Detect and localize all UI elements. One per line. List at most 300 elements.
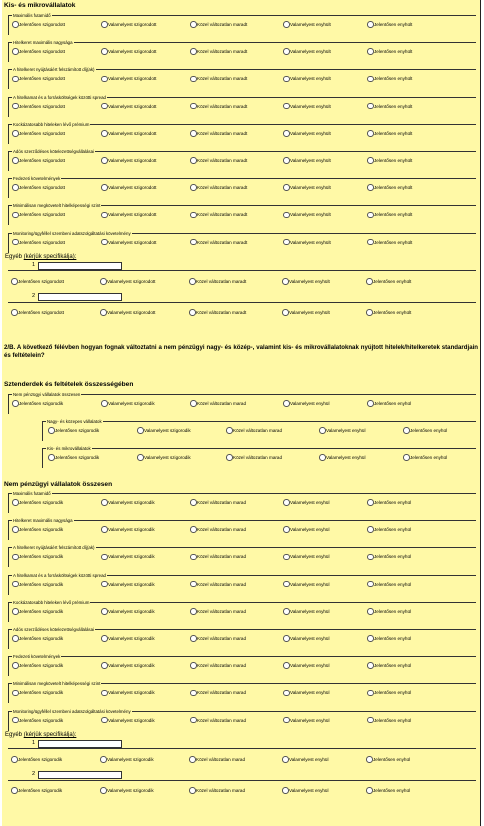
past-item-3-option-2[interactable] bbox=[101, 74, 156, 83]
past-item-3-option-4[interactable] bbox=[283, 74, 331, 83]
future-item-4-option-2[interactable] bbox=[101, 580, 155, 589]
future-other-1-option-2[interactable] bbox=[100, 755, 154, 764]
radio-circle-icon[interactable] bbox=[11, 787, 18, 794]
option-label: Valamelyest enyhül bbox=[290, 527, 330, 533]
future-other-2-option-4[interactable] bbox=[282, 786, 329, 795]
future-item-1-option-2[interactable] bbox=[101, 498, 155, 507]
past-item-8-option-3[interactable] bbox=[190, 210, 247, 219]
future-other-1-option-1[interactable] bbox=[11, 755, 62, 764]
future-item-1-label: Maximális futamidő bbox=[13, 491, 51, 496]
radio-circle-icon[interactable] bbox=[283, 76, 290, 83]
past-item-8-option-4[interactable] bbox=[283, 210, 331, 219]
future-item-9-option-5[interactable] bbox=[367, 716, 411, 725]
radio-circle-icon[interactable] bbox=[283, 526, 290, 533]
radio-circle-icon[interactable] bbox=[12, 184, 19, 191]
radio-circle-icon[interactable] bbox=[101, 608, 108, 615]
radio-circle-icon[interactable] bbox=[366, 309, 373, 316]
radio-circle-icon[interactable] bbox=[190, 130, 197, 137]
radio-circle-icon[interactable] bbox=[283, 157, 290, 164]
radio-circle-icon[interactable] bbox=[190, 635, 197, 642]
option-label: Valamelyest enyhült bbox=[290, 212, 331, 218]
future-other-row-2 bbox=[8, 786, 476, 795]
past-item-9-option-2[interactable] bbox=[101, 238, 156, 247]
radio-circle-icon[interactable] bbox=[367, 400, 374, 407]
future-other-1-option-4[interactable] bbox=[282, 755, 329, 764]
option-label: Közel változatlan maradt bbox=[197, 212, 248, 218]
radio-circle-icon[interactable] bbox=[12, 103, 19, 110]
future-item-4-option-1[interactable] bbox=[12, 580, 63, 589]
radio-circle-icon[interactable] bbox=[190, 662, 197, 669]
radio-circle-icon[interactable] bbox=[100, 278, 107, 285]
past-item-5-option-4[interactable] bbox=[283, 129, 331, 138]
past-other-number-1: 1 bbox=[32, 261, 36, 268]
option-label: Jelentősen enyhült bbox=[373, 309, 412, 315]
divider bbox=[8, 302, 476, 303]
radio-circle-icon[interactable] bbox=[190, 581, 197, 588]
future-item-3-option-3[interactable] bbox=[190, 552, 246, 561]
past-other-2-option-5[interactable] bbox=[366, 308, 411, 317]
past-item-9-radio-group bbox=[9, 238, 476, 247]
radio-circle-icon[interactable] bbox=[190, 239, 197, 246]
option-label: Közel változatlan maradt bbox=[197, 239, 248, 245]
radio-circle-icon[interactable] bbox=[12, 212, 19, 219]
radio-circle-icon[interactable] bbox=[283, 717, 290, 724]
overall-large-option-3[interactable] bbox=[226, 426, 282, 435]
future-other-row-1 bbox=[8, 755, 476, 764]
radio-circle-icon[interactable] bbox=[283, 21, 290, 28]
future-item-7-label: Fedezeti követelmények bbox=[13, 654, 61, 660]
future-item-1-option-4[interactable] bbox=[283, 498, 330, 507]
radio-circle-icon[interactable] bbox=[137, 427, 144, 434]
future-item-4-option-3[interactable] bbox=[190, 580, 246, 589]
radio-circle-icon[interactable] bbox=[367, 21, 374, 28]
radio-circle-icon[interactable] bbox=[367, 103, 374, 110]
radio-circle-icon[interactable] bbox=[12, 48, 19, 55]
radio-circle-icon[interactable] bbox=[12, 157, 19, 164]
radio-circle-icon[interactable] bbox=[12, 239, 19, 246]
radio-circle-icon[interactable] bbox=[101, 717, 108, 724]
past-item-7-label: Fedezeti követelmények bbox=[13, 176, 61, 182]
past-item-2-option-5[interactable] bbox=[367, 47, 412, 56]
radio-circle-icon[interactable] bbox=[189, 278, 196, 285]
past-item-2-option-4[interactable] bbox=[283, 47, 331, 56]
option-label: Közel változatlan marad bbox=[197, 690, 247, 696]
radio-circle-icon[interactable] bbox=[101, 130, 108, 137]
radio-circle-icon[interactable] bbox=[12, 554, 19, 561]
option-label: Jelentősen szigorodott bbox=[19, 103, 65, 109]
radio-circle-icon[interactable] bbox=[283, 212, 290, 219]
overall-small-option-2[interactable] bbox=[137, 453, 191, 462]
overall-large-option-2[interactable] bbox=[137, 426, 191, 435]
radio-circle-icon[interactable] bbox=[283, 130, 290, 137]
radio-circle-icon[interactable] bbox=[100, 787, 107, 794]
other-label-spec: (kérjük specifikálja): bbox=[23, 731, 77, 738]
radio-circle-icon[interactable] bbox=[189, 756, 196, 763]
past-item-5-option-5[interactable] bbox=[367, 129, 412, 138]
radio-circle-icon[interactable] bbox=[190, 499, 197, 506]
radio-circle-icon[interactable] bbox=[283, 608, 290, 615]
past-item-8-option-1[interactable] bbox=[12, 210, 65, 219]
radio-circle-icon[interactable] bbox=[367, 184, 374, 191]
future-item-9-option-2[interactable] bbox=[101, 716, 155, 725]
radio-circle-icon[interactable] bbox=[12, 76, 19, 83]
future-item-5-option-5[interactable] bbox=[367, 607, 411, 616]
future-item-2-option-1[interactable] bbox=[12, 525, 63, 534]
option-label: Valamelyest szigorodik bbox=[107, 756, 154, 762]
radio-circle-icon[interactable] bbox=[12, 662, 19, 669]
radio-circle-icon[interactable] bbox=[190, 184, 197, 191]
future-item-3-option-2[interactable] bbox=[101, 552, 155, 561]
radio-circle-icon[interactable] bbox=[319, 427, 326, 434]
radio-circle-icon[interactable] bbox=[283, 554, 290, 561]
future-item-6-option-1[interactable] bbox=[12, 634, 63, 643]
future-item-6-option-2[interactable] bbox=[101, 634, 155, 643]
radio-circle-icon[interactable] bbox=[12, 690, 19, 697]
radio-circle-icon[interactable] bbox=[101, 76, 108, 83]
future-other-input-2[interactable] bbox=[38, 771, 122, 779]
radio-circle-icon[interactable] bbox=[190, 554, 197, 561]
past-other-2-option-1[interactable] bbox=[11, 308, 64, 317]
past-item-8-option-2[interactable] bbox=[101, 210, 156, 219]
option-label: Valamelyest szigorodik bbox=[108, 608, 155, 614]
future-item-3-option-5[interactable] bbox=[367, 552, 411, 561]
future-item-9-option-4[interactable] bbox=[283, 716, 330, 725]
radio-circle-icon[interactable] bbox=[190, 400, 197, 407]
radio-circle-icon[interactable] bbox=[12, 499, 19, 506]
overall-large-label: Nagy- és közepes vállalatok bbox=[47, 419, 102, 424]
past-other-2-option-2[interactable] bbox=[100, 308, 155, 317]
radio-circle-icon[interactable] bbox=[101, 526, 108, 533]
option-label: Jelentősen szigorodik bbox=[55, 428, 100, 433]
past-item-2-option-2[interactable] bbox=[101, 47, 156, 56]
future-item-7-option-1[interactable] bbox=[12, 661, 63, 670]
radio-circle-icon[interactable] bbox=[367, 526, 374, 533]
past-item-7-option-2[interactable] bbox=[101, 183, 156, 192]
future-item-2-option-5[interactable] bbox=[367, 525, 411, 534]
past-other-label bbox=[5, 254, 76, 260]
radio-circle-icon[interactable] bbox=[367, 499, 374, 506]
overall-small-option-1[interactable] bbox=[48, 453, 99, 462]
radio-circle-icon[interactable] bbox=[282, 787, 289, 794]
past-item-2-option-3[interactable] bbox=[190, 47, 247, 56]
future-item-2-radio-group bbox=[9, 525, 476, 534]
past-item-6-label: Adós szerződéses kötelezettségvállalásai bbox=[13, 149, 95, 154]
radio-circle-icon[interactable] bbox=[137, 454, 144, 461]
option-label: Valamelyest szigorodik bbox=[108, 636, 155, 641]
radio-circle-icon[interactable] bbox=[367, 662, 374, 669]
radio-circle-icon[interactable] bbox=[366, 787, 373, 794]
past-item-1-option-4[interactable] bbox=[283, 20, 331, 29]
overall-small-label: Kis- és mikrovállalatok bbox=[47, 446, 91, 451]
future-other-1-option-5[interactable] bbox=[366, 755, 410, 764]
radio-circle-icon[interactable] bbox=[190, 608, 197, 615]
past-item-6-option-3[interactable] bbox=[190, 156, 247, 165]
radio-circle-icon[interactable] bbox=[48, 427, 55, 434]
future-item-7-option-3[interactable] bbox=[190, 661, 246, 670]
future-item-5-option-3[interactable] bbox=[190, 607, 246, 616]
future-other-2-option-2[interactable] bbox=[100, 786, 154, 795]
future-item-5-option-2[interactable] bbox=[101, 607, 155, 616]
future-item-1-option-1[interactable] bbox=[12, 498, 63, 507]
option-label: Valamelyest szigorodik bbox=[108, 581, 155, 587]
radio-circle-icon[interactable] bbox=[283, 103, 290, 110]
past-item-6-option-5[interactable] bbox=[367, 156, 412, 165]
radio-circle-icon[interactable] bbox=[319, 454, 326, 461]
past-item-9-option-1[interactable] bbox=[12, 238, 65, 247]
radio-circle-icon[interactable] bbox=[283, 184, 290, 191]
overall-large-option-1[interactable] bbox=[48, 426, 99, 435]
radio-circle-icon[interactable] bbox=[190, 717, 197, 724]
future-item-2-option-2[interactable] bbox=[101, 525, 155, 534]
radio-circle-icon[interactable] bbox=[282, 309, 289, 316]
radio-circle-icon[interactable] bbox=[367, 717, 374, 724]
radio-circle-icon[interactable] bbox=[190, 48, 197, 55]
past-other-2-radio-group bbox=[8, 308, 476, 317]
past-item-4-option-1[interactable] bbox=[12, 102, 65, 111]
future-item-7-option-5[interactable] bbox=[367, 661, 411, 670]
future-other-input-1[interactable] bbox=[38, 740, 122, 748]
other-label-spec: (kérjük specifikálja): bbox=[23, 253, 77, 260]
radio-circle-icon[interactable] bbox=[11, 309, 18, 316]
option-label: Jelentősen enyhül bbox=[374, 717, 412, 723]
radio-circle-icon[interactable] bbox=[12, 400, 19, 407]
past-item-1-option-1[interactable] bbox=[12, 20, 65, 29]
overall-total-option-4[interactable] bbox=[283, 399, 330, 408]
radio-circle-icon[interactable] bbox=[12, 526, 19, 533]
radio-circle-icon[interactable] bbox=[101, 21, 108, 28]
future-item-2-label: Hitelkeret maximális nagysága bbox=[13, 518, 73, 524]
future-item-2-option-4[interactable] bbox=[283, 525, 330, 534]
radio-circle-icon[interactable] bbox=[101, 581, 108, 588]
past-item-4-option-4[interactable] bbox=[283, 102, 331, 111]
option-label: Valamelyest szigorodott bbox=[107, 309, 156, 315]
future-other-1-option-3[interactable] bbox=[189, 755, 245, 764]
option-label: Jelentősen enyhül bbox=[374, 554, 412, 560]
radio-circle-icon[interactable] bbox=[101, 499, 108, 506]
radio-circle-icon[interactable] bbox=[101, 103, 108, 110]
radio-circle-icon[interactable] bbox=[12, 130, 19, 137]
past-item-6-option-1[interactable] bbox=[12, 156, 65, 165]
past-other-1-option-5[interactable] bbox=[366, 277, 411, 286]
future-item-8-group bbox=[8, 683, 476, 703]
past-item-3-option-5[interactable] bbox=[367, 74, 412, 83]
past-item-9-option-4[interactable] bbox=[283, 238, 331, 247]
overall-small-option-4[interactable] bbox=[319, 453, 366, 462]
radio-circle-icon[interactable] bbox=[367, 635, 374, 642]
radio-circle-icon[interactable] bbox=[190, 526, 197, 533]
overall-total-option-5[interactable] bbox=[367, 399, 411, 408]
future-item-9-option-3[interactable] bbox=[190, 716, 246, 725]
past-other-1-option-4[interactable] bbox=[282, 277, 330, 286]
radio-circle-icon[interactable] bbox=[12, 635, 19, 642]
future-item-7-option-2[interactable] bbox=[101, 661, 155, 670]
radio-circle-icon[interactable] bbox=[367, 130, 374, 137]
radio-circle-icon[interactable] bbox=[367, 554, 374, 561]
radio-circle-icon[interactable] bbox=[100, 309, 107, 316]
future-item-5-option-4[interactable] bbox=[283, 607, 330, 616]
radio-circle-icon[interactable] bbox=[283, 662, 290, 669]
radio-circle-icon[interactable] bbox=[367, 157, 374, 164]
radio-circle-icon[interactable] bbox=[101, 157, 108, 164]
radio-circle-icon[interactable] bbox=[101, 212, 108, 219]
past-other-1-option-3[interactable] bbox=[189, 277, 246, 286]
future-item-8-option-1[interactable] bbox=[12, 688, 63, 697]
radio-circle-icon[interactable] bbox=[226, 454, 233, 461]
radio-circle-icon[interactable] bbox=[283, 239, 290, 246]
radio-circle-icon[interactable] bbox=[101, 690, 108, 697]
radio-circle-icon[interactable] bbox=[12, 581, 19, 588]
option-label: Jelentősen szigorodott bbox=[19, 212, 65, 218]
option-label: Jelentősen enyhül bbox=[374, 581, 412, 587]
radio-circle-icon[interactable] bbox=[367, 76, 374, 83]
future-item-1-option-3[interactable] bbox=[190, 498, 246, 507]
radio-circle-icon[interactable] bbox=[12, 717, 19, 724]
future-item-2-option-3[interactable] bbox=[190, 525, 246, 534]
future-item-3-option-4[interactable] bbox=[283, 552, 330, 561]
past-item-7-option-3[interactable] bbox=[190, 183, 247, 192]
radio-circle-icon[interactable] bbox=[12, 608, 19, 615]
past-item-7-option-4[interactable] bbox=[283, 183, 331, 192]
future-item-3-option-1[interactable] bbox=[12, 552, 63, 561]
past-item-1-option-5[interactable] bbox=[367, 20, 412, 29]
past-item-5-option-1[interactable] bbox=[12, 129, 65, 138]
future-item-8-option-2[interactable] bbox=[101, 688, 155, 697]
radio-circle-icon[interactable] bbox=[100, 756, 107, 763]
radio-circle-icon[interactable] bbox=[367, 608, 374, 615]
option-label: Közel változatlan marad bbox=[233, 455, 283, 460]
radio-circle-icon[interactable] bbox=[11, 756, 18, 763]
radio-circle-icon[interactable] bbox=[283, 48, 290, 55]
future-item-4-option-4[interactable] bbox=[283, 580, 330, 589]
overall-total-option-2[interactable] bbox=[101, 399, 155, 408]
radio-circle-icon[interactable] bbox=[12, 21, 19, 28]
past-item-9-option-5[interactable] bbox=[367, 238, 412, 247]
radio-circle-icon[interactable] bbox=[403, 427, 410, 434]
overall-large-group bbox=[42, 421, 476, 441]
overall-small-option-5[interactable] bbox=[403, 453, 447, 462]
radio-circle-icon[interactable] bbox=[283, 635, 290, 642]
option-label: Jelentősen szigorodik bbox=[55, 455, 100, 460]
option-label: Valamelyest enyhül bbox=[290, 717, 330, 723]
radio-circle-icon[interactable] bbox=[190, 157, 197, 164]
radio-circle-icon[interactable] bbox=[189, 787, 196, 794]
overall-small-option-3[interactable] bbox=[226, 453, 282, 462]
overall-large-option-4[interactable] bbox=[319, 426, 366, 435]
future-item-8-option-4[interactable] bbox=[283, 688, 330, 697]
option-label: Közel változatlan marad bbox=[197, 663, 247, 669]
option-label: Közel változatlan marad bbox=[197, 636, 247, 641]
past-item-4-option-2[interactable] bbox=[101, 102, 156, 111]
future-other-2-option-3[interactable] bbox=[189, 786, 245, 795]
past-other-2-option-3[interactable] bbox=[189, 308, 246, 317]
past-item-1-option-3[interactable] bbox=[190, 20, 247, 29]
past-item-6-option-4[interactable] bbox=[283, 156, 331, 165]
radio-circle-icon[interactable] bbox=[283, 690, 290, 697]
overall-total-option-1[interactable] bbox=[12, 399, 63, 408]
radio-circle-icon[interactable] bbox=[101, 635, 108, 642]
radio-circle-icon[interactable] bbox=[283, 581, 290, 588]
past-other-input-1[interactable] bbox=[38, 262, 122, 270]
radio-circle-icon[interactable] bbox=[367, 212, 374, 219]
past-item-9-option-3[interactable] bbox=[190, 238, 247, 247]
radio-circle-icon[interactable] bbox=[190, 103, 197, 110]
past-other-input-2[interactable] bbox=[38, 293, 122, 301]
past-item-6-option-2[interactable] bbox=[101, 156, 156, 165]
radio-circle-icon[interactable] bbox=[101, 239, 108, 246]
past-item-4-option-5[interactable] bbox=[367, 102, 412, 111]
radio-circle-icon[interactable] bbox=[101, 554, 108, 561]
radio-circle-icon[interactable] bbox=[282, 756, 289, 763]
future-item-7-option-4[interactable] bbox=[283, 661, 330, 670]
past-item-3-option-3[interactable] bbox=[190, 74, 247, 83]
overall-total-option-3[interactable] bbox=[190, 399, 246, 408]
radio-circle-icon[interactable] bbox=[189, 309, 196, 316]
past-item-3-option-1[interactable] bbox=[12, 74, 65, 83]
radio-circle-icon[interactable] bbox=[190, 21, 197, 28]
future-item-1-option-5[interactable] bbox=[367, 498, 411, 507]
radio-circle-icon[interactable] bbox=[190, 76, 197, 83]
future-item-8-option-5[interactable] bbox=[367, 688, 411, 697]
past-other-1-option-1[interactable] bbox=[11, 277, 64, 286]
past-item-5-option-2[interactable] bbox=[101, 129, 156, 138]
radio-circle-icon[interactable] bbox=[367, 690, 374, 697]
future-item-9-option-1[interactable] bbox=[12, 716, 63, 725]
past-item-7-option-1[interactable] bbox=[12, 183, 65, 192]
future-item-5-option-1[interactable] bbox=[12, 607, 63, 616]
radio-circle-icon[interactable] bbox=[403, 454, 410, 461]
future-item-6-option-3[interactable] bbox=[190, 634, 246, 643]
future-item-6-option-5[interactable] bbox=[367, 634, 411, 643]
radio-circle-icon[interactable] bbox=[101, 184, 108, 191]
past-item-1-option-2[interactable] bbox=[101, 20, 156, 29]
future-item-8-option-3[interactable] bbox=[190, 688, 246, 697]
radio-circle-icon[interactable] bbox=[101, 662, 108, 669]
option-label: Valamelyest szigorodott bbox=[108, 239, 157, 245]
radio-circle-icon[interactable] bbox=[101, 400, 108, 407]
radio-circle-icon[interactable] bbox=[190, 690, 197, 697]
radio-circle-icon[interactable] bbox=[367, 239, 374, 246]
radio-circle-icon[interactable] bbox=[366, 756, 373, 763]
radio-circle-icon[interactable] bbox=[101, 48, 108, 55]
past-other-2-option-4[interactable] bbox=[282, 308, 330, 317]
radio-circle-icon[interactable] bbox=[283, 400, 290, 407]
divider bbox=[8, 748, 476, 749]
radio-circle-icon[interactable] bbox=[367, 48, 374, 55]
radio-circle-icon[interactable] bbox=[366, 278, 373, 285]
future-other-2-option-5[interactable] bbox=[366, 786, 410, 795]
past-item-2-option-1[interactable] bbox=[12, 47, 65, 56]
past-item-4-radio-group bbox=[9, 102, 476, 111]
radio-circle-icon[interactable] bbox=[48, 454, 55, 461]
future-item-6-option-4[interactable] bbox=[283, 634, 330, 643]
future-other-2-option-1[interactable] bbox=[11, 786, 62, 795]
past-item-7-option-5[interactable] bbox=[367, 183, 412, 192]
divider bbox=[8, 780, 476, 781]
past-item-5-option-3[interactable] bbox=[190, 129, 247, 138]
radio-circle-icon[interactable] bbox=[226, 427, 233, 434]
overall-large-option-5[interactable] bbox=[403, 426, 447, 435]
radio-circle-icon[interactable] bbox=[283, 499, 290, 506]
option-label: Valamelyest szigorodik bbox=[107, 787, 154, 793]
past-other-1-option-2[interactable] bbox=[100, 277, 155, 286]
radio-circle-icon[interactable] bbox=[11, 278, 18, 285]
past-item-4-option-3[interactable] bbox=[190, 102, 247, 111]
future-item-4-option-5[interactable] bbox=[367, 580, 411, 589]
radio-circle-icon[interactable] bbox=[367, 581, 374, 588]
past-item-8-option-5[interactable] bbox=[367, 210, 412, 219]
radio-circle-icon[interactable] bbox=[190, 212, 197, 219]
radio-circle-icon[interactable] bbox=[282, 278, 289, 285]
